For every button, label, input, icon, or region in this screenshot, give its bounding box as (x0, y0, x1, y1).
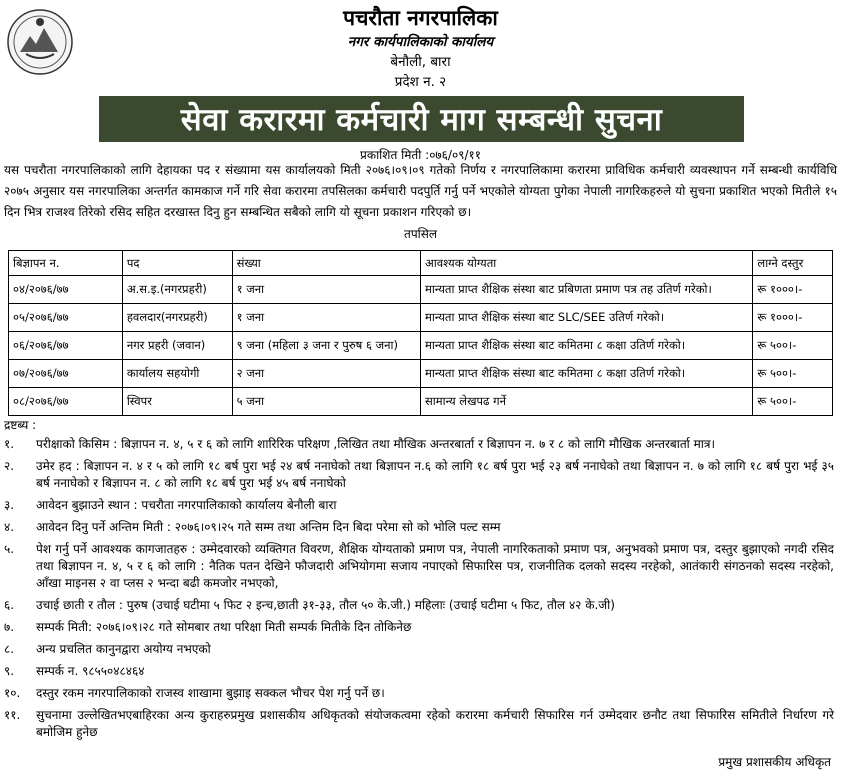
cell-ad-no: ०७/२०७६/७७ (9, 360, 123, 388)
details-label: तपसिल (403, 227, 437, 241)
note-number: ६. (4, 598, 15, 612)
office-address: बेनौली, बारा (390, 54, 451, 70)
cell-qualification: मान्यता प्राप्त शैक्षिक संस्था बाट प्रबिणता प्रमाण पत्र तह उतिर्ण गरेको। (420, 276, 752, 304)
cell-qualification: मान्यता प्राप्त शैक्षिक संस्था बाट कमितमा ८ कक्षा उतिर्ण गरेको। (420, 360, 752, 388)
note-text: अन्य प्रचलित कानुनद्वारा अयोग्य नभएको (36, 642, 211, 656)
table-row (9, 360, 833, 388)
note-item (4, 619, 834, 636)
note-number: ८. (4, 642, 15, 656)
notes-heading: द्रष्टब्य : (4, 418, 37, 432)
cell-fee: रू १०००।- (753, 304, 833, 332)
note-item (4, 597, 834, 614)
cell-count: ९ जना (महिला ३ जना र पुरुष ६ जना) (232, 332, 420, 360)
note-text: उचाई छाती र तौल : पुरुष (उचाई घटीमा ५ फिट २ इन्च,छाती ३१-३३, तौल ५० के.जी.) महिलाः (उचाई घटीमा ५ फिट, तौल ४२ के.जी) (36, 598, 615, 612)
note-text: सुचनामा उल्लेखितभएबाहिरका अन्य कुराहरुप्रमुख प्रशासकीय अधिकृतको संयोजकत्वमा रहेको करारमा कर्मचारी सिफारिस गर्न उम्मेदवार छनौट तथा सिफारिस समितीले निर्धारण गरे बमोजिम हुनेछ (36, 708, 834, 739)
cell-qualification: सामान्य लेखपढ गर्ने (420, 388, 752, 416)
note-number: २. (4, 459, 15, 473)
note-text: आवेदन बुझाउने स्थान : पचरौता नगरपालिकाको कार्यालय बेनौली बारा (36, 498, 337, 512)
table-row (9, 332, 833, 360)
note-item (4, 519, 834, 536)
note-text: सम्पर्क मिती: २०७६।०९।२८ गते सोमबार तथा परिक्षा मिती सम्पर्क मितीके दिन तोकिनेछ (36, 620, 412, 634)
vacancy-table (8, 250, 833, 416)
cell-post: कार्यालय सहयोगी (122, 360, 232, 388)
note-text: दस्तुर रकम नगरपालिकाको राजस्व शाखामा बुझाइ सक्कल भौचर पेश गर्नु पर्ने छ। (36, 686, 385, 700)
note-item (4, 436, 834, 453)
note-text: उमेर हद : बिज्ञापन न. ४ र ५ को लागि १८ बर्ष पुरा भई २४ बर्ष ननाघेको तथा बिज्ञापन न.६ को लागि १८ बर्ष पुरा भई २३ बर्ष ननाघेको तथा बिज्ञापन न. ७ को लागि १८ बर्ष पुरा भई ३५ बर्ष ननाघेको र बिज्ञापन न. ८ को लागि १८ बर्ष पुरा भई ४५ बर्ष ननाघेको (36, 459, 834, 490)
cell-count: २ जना (232, 360, 420, 388)
cell-ad-no: ०४/२०७६/७७ (9, 276, 123, 304)
note-item (4, 641, 834, 658)
note-number: ७. (4, 620, 15, 634)
cell-count: ५ जना (232, 388, 420, 416)
note-item (4, 458, 834, 492)
note-text: पेश गर्नु पर्ने आवश्यक कागजातहरु : उम्मेदवारको व्यक्तिगत विवरण, शैक्षिक योग्यताको प्रमाण पत्र, नेपाली नागरिकताको प्रमाण पत्र, अनुभवको प्रमाण पत्र, दस्तुर बुझाएको नगदी रसिद तथा बिज्ञापन न. ४, ५ र ६ को लागि : नैतिक पतन देखिने फौजदारी अभियोगमा सजाय नपाएको सिफारिस पत्र, राजनीतिक दलको सदस्य नरहेको, आतंकारी संगठनको सदस्य नरहेको, आँखा माइनस २ वा प्लस २ भन्दा बढी कमजोर नभएको, (36, 542, 834, 590)
col-header-ad-no: बिज्ञापन न. (9, 251, 123, 276)
note-item (4, 685, 834, 702)
note-text: परीक्षाको किसिम : बिज्ञापन न. ४, ५ र ६ को लागि शारिरिक परिक्षण ,लिखित तथा मौखिक अन्तरबार्ता र बिज्ञापन न. ७ र ८ को लागि मौखिक अन्तरबार्ता मात्र। (36, 437, 716, 451)
intro-paragraph: यस पचरौता नगरपालिकाको लागि देहायका पद र संख्यामा यस कार्यालयको मिती २०७६।०९।०९ गतेको निर्णय र नगरपालिकामा करारमा प्राविधिक कर्मचारी व्यवस्थापन गर्ने सम्बन्धी कार्यविधि २०७५ अनुसार यस नगरपालिका अन्तर्गत कामकाज गर्ने गरि सेवा करारमा तपसिलका कर्मचारी पदपुर्ति गर्नु पर्ने भएकोले योग्यता पुगेका नेपाली नागरिकहरुले यो सुचना प्रकाशित भएको मितीले १५ दिन भित्र राजश्व तिरेको रसिद सहित दरखास्त दिनु हुन सम्बन्धित सबैको लागि यो सूचना प्रकाशन गरिएको छ। (4, 163, 837, 219)
signature-title: प्रमुख प्रशासकीय अधिकृत (718, 755, 831, 769)
cell-count: १ जना (232, 304, 420, 332)
cell-post: अ.स.इ.(नगरप्रहरी) (122, 276, 232, 304)
table-header-row (9, 251, 833, 276)
cell-post: स्विपर (122, 388, 232, 416)
note-number: १. (4, 437, 15, 451)
cell-post: नगर प्रहरी (जवान) (122, 332, 232, 360)
note-text: आवेदन दिनु पर्ने अन्तिम मिती : २०७६।०९।२५ गते सम्म तथा अन्तिम दिन बिदा परेमा सो को भोलि पल्ट सम्म (36, 520, 501, 534)
note-item (4, 663, 834, 680)
table-row (9, 276, 833, 304)
table-row (9, 388, 833, 416)
cell-ad-no: ०६/२०७६/७७ (9, 332, 123, 360)
cell-fee: रू १०००।- (753, 276, 833, 304)
notes-list (4, 436, 834, 746)
cell-fee: रू ५००।- (753, 388, 833, 416)
note-number: १०. (4, 686, 21, 700)
note-item (4, 541, 834, 592)
note-item (4, 497, 834, 514)
note-number: ३. (4, 498, 15, 512)
cell-ad-no: ०५/२०७६/७७ (9, 304, 123, 332)
note-number: ९. (4, 664, 15, 678)
cell-ad-no: ०८/२०७६/७७ (9, 388, 123, 416)
col-header-fee: लाग्ने दस्तुर (753, 251, 833, 276)
note-text: सम्पर्क न. ९८५५०४८४६४ (36, 664, 145, 678)
note-number: ५. (4, 542, 15, 556)
cell-fee: रू ५००।- (753, 332, 833, 360)
cell-post: हवलदार(नगरप्रहरी) (122, 304, 232, 332)
table-row (9, 304, 833, 332)
note-item (4, 707, 834, 741)
office-name: नगर कार्यपालिकाको कार्यालय (347, 34, 494, 50)
org-name: पचरौता नगरपालिका (343, 6, 498, 30)
col-header-qualification: आवश्यक योग्यता (420, 251, 752, 276)
note-number: ४. (4, 520, 15, 534)
cell-qualification: मान्यता प्राप्त शैक्षिक संस्था बाट SLC/SEE उतिर्ण गरेको। (420, 304, 752, 332)
cell-fee: रू ५००।- (753, 360, 833, 388)
cell-count: १ जना (232, 276, 420, 304)
province: प्रदेश न. २ (394, 74, 447, 90)
col-header-count: संख्या (232, 251, 420, 276)
note-number: ११. (4, 708, 21, 722)
published-date: प्रकाशित मिती :०७६/०९/११ (360, 148, 481, 162)
cell-qualification: मान्यता प्राप्त शैक्षिक संस्था बाट कमितमा ८ कक्षा उतिर्ण गरेको। (420, 332, 752, 360)
col-header-post: पद (122, 251, 232, 276)
notice-title-banner: सेवा करारमा कर्मचारी माग सम्बन्धी सुचना (99, 96, 744, 142)
